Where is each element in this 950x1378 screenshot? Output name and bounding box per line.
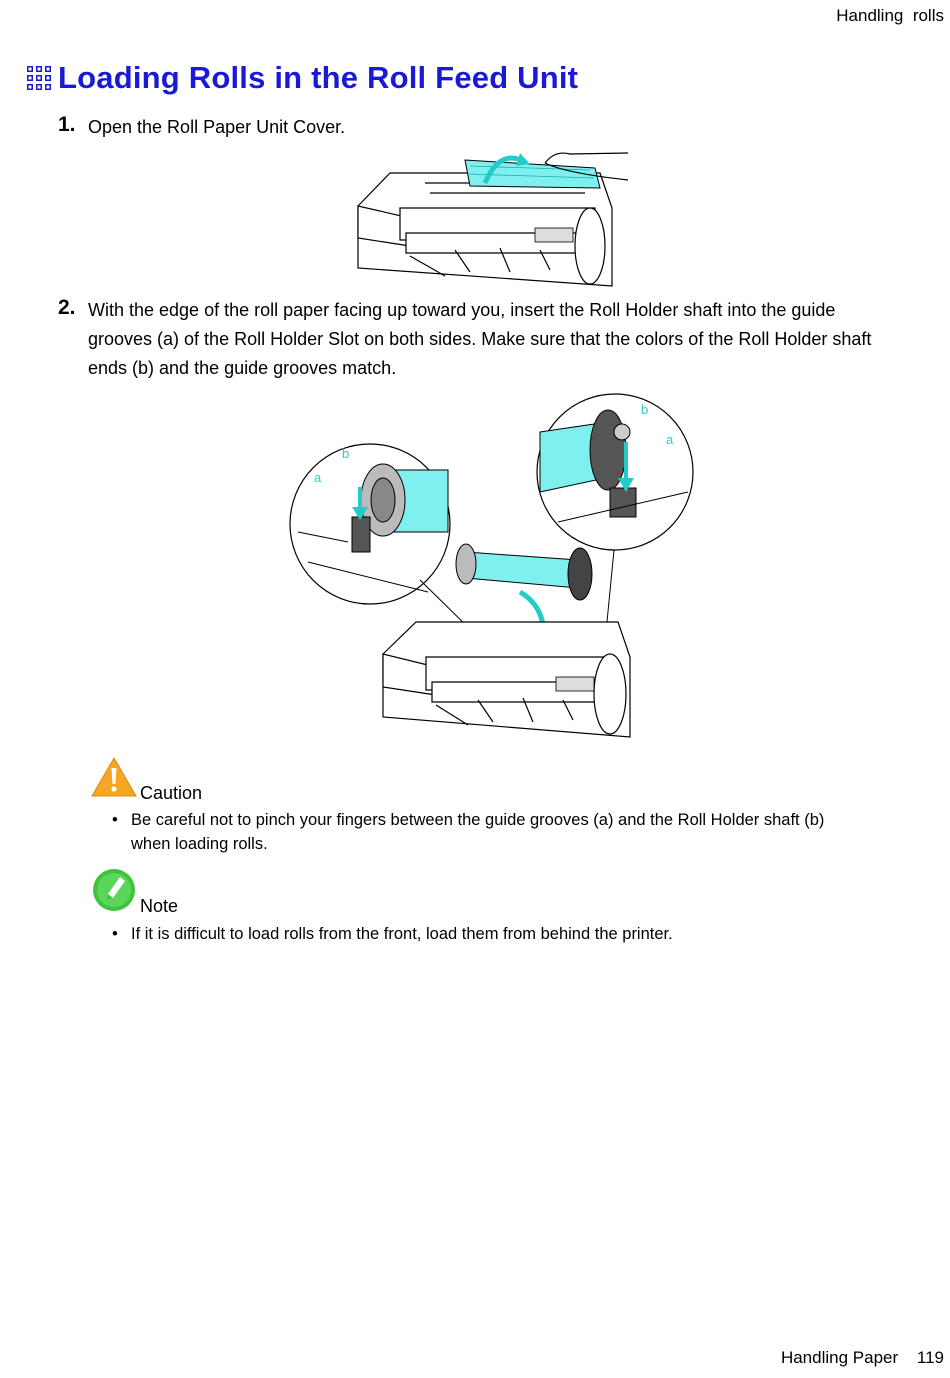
label-b-right: b	[641, 402, 649, 417]
note-item: • If it is difficult to load rolls from the front, load them from behind the printer.	[112, 922, 852, 946]
figure-open-roll-cover	[350, 148, 635, 293]
label-a-right: a	[666, 432, 674, 447]
step-1-text: Open the Roll Paper Unit Cover.	[88, 117, 346, 137]
note-pencil-icon	[92, 868, 136, 912]
step-2-text: With the edge of the roll paper facing up toward you, insert the Roll Holder shaft into the guide grooves (a) of the Roll Holder Slot on both sides. Make sure that the colors of the Roll Holder shaft ends (b) and the guide grooves match.	[88, 300, 872, 378]
step-2-number: 2.	[58, 296, 76, 319]
caution-item-text: Be careful not to pinch your fingers between the guide grooves (a) and the Roll Holder shaft (b) when loading rolls.	[131, 811, 825, 853]
page-footer	[781, 1348, 944, 1368]
step-1-number: 1.	[58, 113, 76, 136]
page-title: Loading Rolls in the Roll Feed Unit	[58, 60, 579, 95]
label-b-left: b	[342, 446, 350, 461]
note-item-text: If it is difficult to load rolls from the front, load them from behind the printer.	[131, 925, 673, 943]
footer-chapter: Handling Paper	[780, 1348, 899, 1367]
step-1	[58, 113, 345, 142]
section-grid-icon	[26, 65, 52, 91]
page-title-row	[26, 60, 578, 96]
caution-warning-icon	[90, 756, 138, 798]
caution-item: • Be careful not to pinch your fingers between the guide grooves (a) and the Roll Holder shaft (b) when loading rolls.	[112, 808, 852, 856]
note-title: Note	[140, 896, 179, 916]
running-header: Handling rolls	[836, 6, 944, 25]
page-number: 119	[916, 1348, 944, 1367]
figure-insert-roll-holder	[288, 392, 698, 744]
step-2	[58, 296, 898, 383]
caution-title: Caution	[140, 783, 203, 803]
label-a-left: a	[314, 470, 322, 485]
